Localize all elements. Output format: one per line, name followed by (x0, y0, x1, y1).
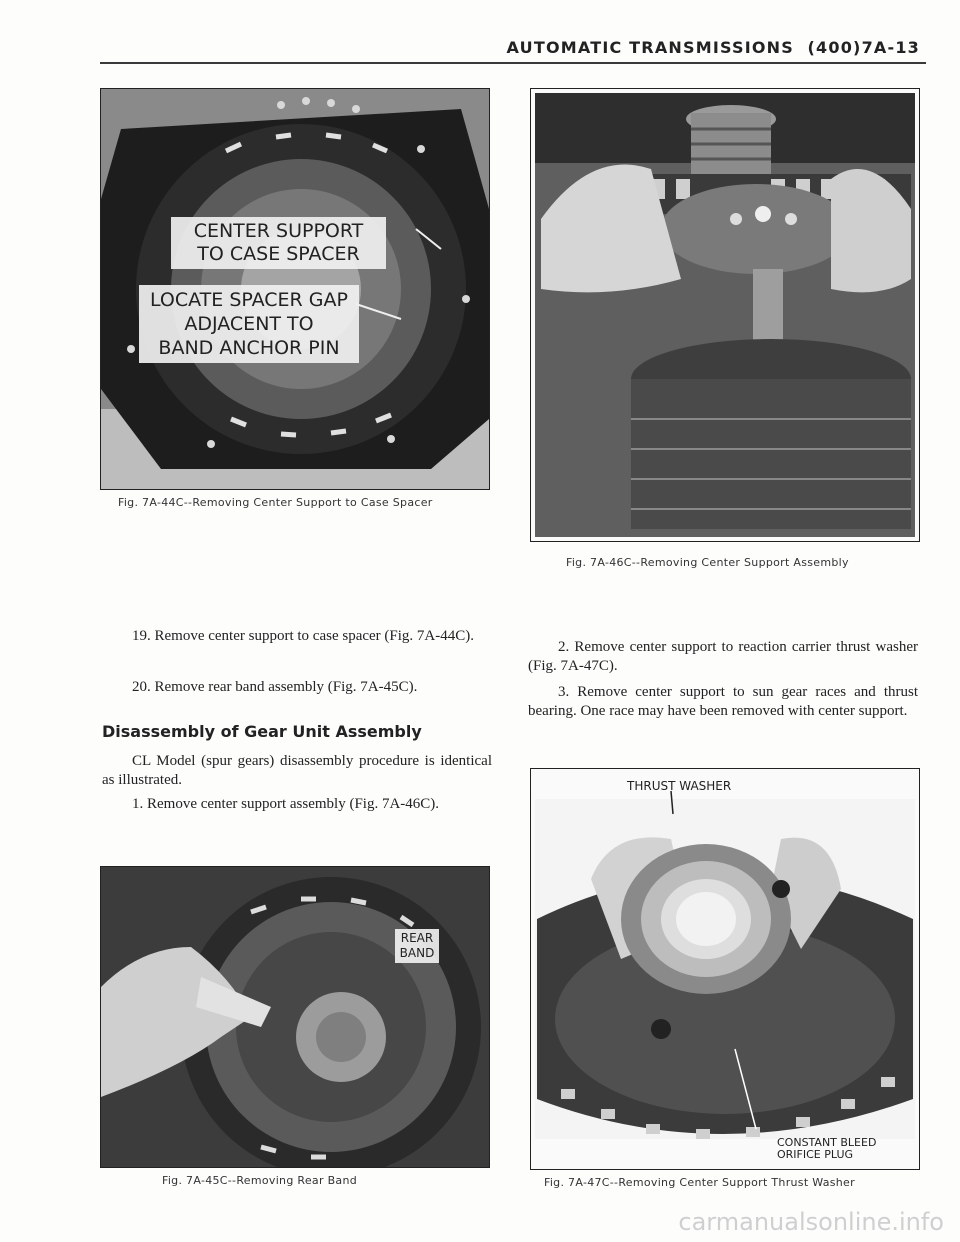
callout-line: BAND (399, 946, 435, 960)
running-header (470, 38, 920, 57)
callout-line: ORIFICE PLUG (777, 1148, 854, 1161)
header-rule (100, 62, 926, 64)
figure-46c-photo (530, 88, 920, 542)
step-19: 19. Remove center support to case spacer (Fig. 7A-44C). (132, 628, 474, 644)
callout-line: REAR (400, 931, 434, 945)
center-support-callout (171, 217, 386, 269)
header-title: AUTOMATIC TRANSMISSIONS (506, 38, 794, 57)
orifice-plug-label (777, 1137, 876, 1161)
figure-45c-caption: Fig. 7A-45C--Removing Rear Band (162, 1174, 358, 1187)
callout-line: ADJACENT TO (184, 313, 314, 335)
step-2: 2. Remove center support to reaction carrier thrust washer (Fig. 7A-47C). (528, 639, 918, 674)
figure-46c-caption: Fig. 7A-46C--Removing Center Support Assembly (566, 556, 849, 569)
thrust-washer-label: THRUST WASHER (627, 779, 732, 793)
center-support-assembly-illustration (531, 89, 919, 541)
watermark: carmanualsonline.info (678, 1208, 944, 1236)
section-heading: Disassembly of Gear Unit Assembly (102, 722, 422, 741)
rear-band-callout (395, 929, 439, 963)
callout-line: LOCATE SPACER GAP (150, 289, 348, 311)
header-page-code: (400)7A-13 (807, 38, 920, 57)
figure-45c-photo (100, 866, 490, 1168)
figure-47c-caption: Fig. 7A-47C--Removing Center Support Thrust Washer (544, 1176, 855, 1189)
callout-line: TO CASE SPACER (197, 243, 360, 265)
figure-44c-photo (100, 88, 490, 490)
spacer-gap-callout (139, 285, 359, 363)
figure-47c-photo (530, 768, 920, 1170)
callout-line: CONSTANT BLEED (777, 1136, 877, 1149)
intro-paragraph: CL Model (spur gears) disassembly procedure is identical as illustrated. (102, 753, 492, 788)
figure-44c-caption: Fig. 7A-44C--Removing Center Support to Case Spacer (118, 496, 433, 509)
rear-band-illustration (101, 867, 489, 1167)
step-20: 20. Remove rear band assembly (Fig. 7A-45C). (132, 679, 418, 695)
callout-line: BAND ANCHOR PIN (158, 337, 340, 359)
thrust-washer-illustration (531, 769, 919, 1169)
callout-line: CENTER SUPPORT (193, 220, 364, 242)
step-3: 3. Remove center support to sun gear races and thrust bearing. One race may have been removed with center support. (528, 684, 918, 719)
step-1: 1. Remove center support assembly (Fig. 7A-46C). (132, 796, 440, 812)
